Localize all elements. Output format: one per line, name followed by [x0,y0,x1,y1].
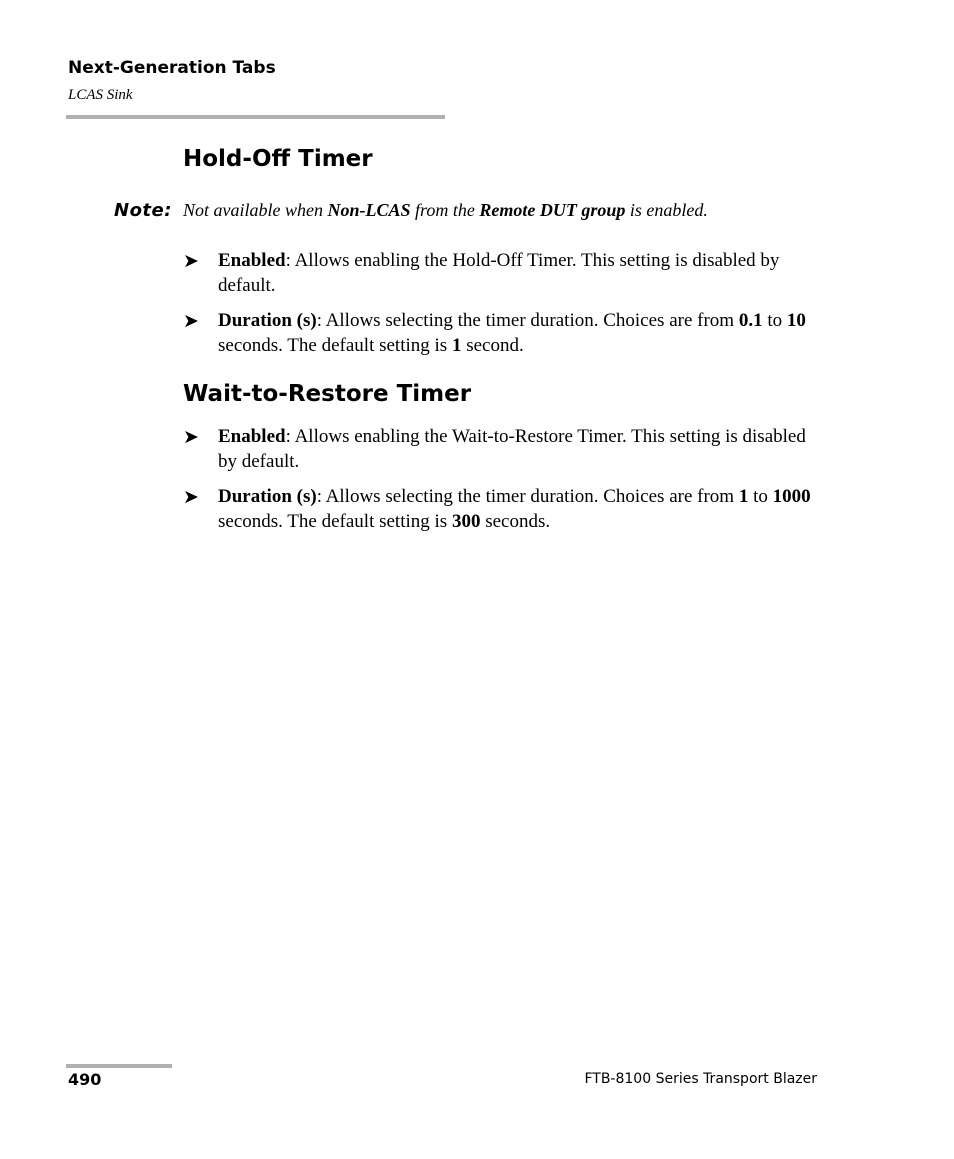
list-item-text: Duration (s): Allows selecting the timer duration. Choices are from 0.1 to 10 seconds. The default setting is 1 second. [218,310,806,356]
note-block [114,200,874,221]
list-item [183,308,823,358]
footer-divider [66,1064,172,1068]
arrowhead-right-icon: ➤ [183,251,199,272]
list-item-text: Duration (s): Allows selecting the timer duration. Choices are from 1 to 1000 seconds. The default setting is 300 seconds. [218,486,811,532]
note-label: Note: [114,200,172,221]
section-subtitle: LCAS Sink [68,87,133,103]
list-item [183,484,823,534]
arrowhead-right-icon: ➤ [183,427,199,448]
note-bold-remote-dut-group: Remote DUT group [479,200,626,220]
list-item [183,424,823,474]
note-bold-non-lcas: Non-LCAS [327,200,411,220]
list-item-text: Enabled: Allows enabling the Wait-to-Restore Timer. This setting is disabled by default. [218,426,806,472]
page-number: 490 [68,1070,102,1089]
chapter-title: Next-Generation Tabs [68,58,276,78]
heading-hold-off-timer: Hold-Off Timer [183,146,373,172]
heading-wait-to-restore-timer: Wait-to-Restore Timer [183,381,472,407]
note-text: Not available when Non-LCAS from the Remote DUT group is enabled. [183,200,708,220]
document-title: FTB-8100 Series Transport Blazer [584,1071,817,1087]
list-item-text: Enabled: Allows enabling the Hold-Off Timer. This setting is disabled by default. [218,250,780,296]
header-divider [66,115,445,119]
arrowhead-right-icon: ➤ [183,487,199,508]
arrowhead-right-icon: ➤ [183,311,199,332]
list-item [183,248,823,298]
